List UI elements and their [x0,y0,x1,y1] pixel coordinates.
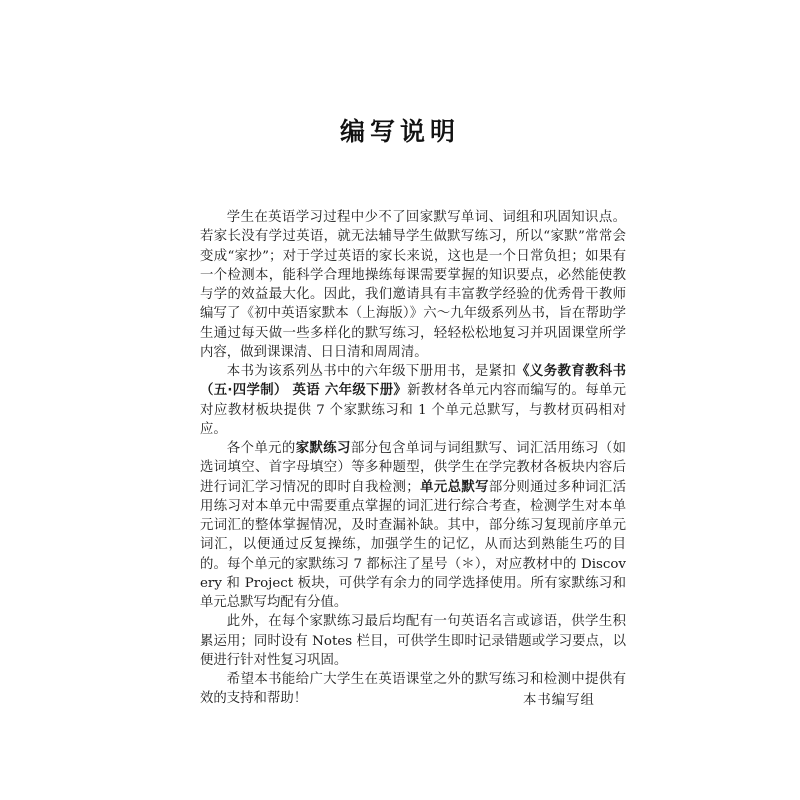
text-run: 希望本书能给广大学生在英语课堂之外的默写练习和检测中提供有效的支持和帮助！ [200,672,626,707]
bold-run: 家默练习 [295,441,351,456]
paragraph-4 [200,612,626,670]
text-run: 本书为该系列丛书中的六年级下册用书，是紧扣 [226,364,517,379]
bold-run: 《义务教育教科书（五·四学制） 英语 六年级下册》 [200,364,626,399]
text-run: 各个单元的 [226,441,296,456]
text-run: 学生在英语学习过程中少不了回家默写单词、词组和巩固知识点。若家长没有学过英语，就无法辅导学生做默写练习，所以“家默”常常会变成“家抄”；对于学过英语的家长来说，这也是一个日常负担；如果有一个检测本，能科学合理地操练每课需要掌握的知识要点，必然能使教与学的效益最大化。因此，我们邀请具有丰富教学经验的优秀骨干教师编写了《初中英语家默本（上海版）》六～九年级系列丛书，旨在帮助学生通过每天做一些多样化的默写练习，轻轻松松地复习并巩固课堂所学内容，做到课课清、日日清和周周清。 [200,210,626,360]
text-run: 新教材各单元内容而编写的。每单元对应教材板块提供 7 个家默练习和 1 个单元总默写，与教材页码相对应。 [200,383,626,437]
text-run: 此外，在每个家默练习最后均配有一句英语名言或谚语，供学生积累运用；同时设有 Notes 栏目，可供学生即时记录错题或学习要点，以便进行针对性复习巩固。 [200,614,626,668]
signature: 本书编写组 [523,693,595,708]
paragraph-2 [200,362,626,439]
text-run: 部分则通过多种词汇活用练习对本单元中需要重点掌握的词汇进行综合考查，检测学生对本单元词汇的整体掌握情况，及时查漏补缺。其中，部分练习复现前序单元词汇，以便通过反复操练，加强学生的记忆，从而达到熟能生巧的目的。每个单元的家默练习 7 都标注了星号（＊），对应教材中的 Discovery 和 Project 板块，可供学有余力的同学选择使用。所有家默练习和单元总默写均配有分值。 [200,479,627,610]
paragraph-1 [200,208,626,362]
text-run: 部分包含单词与词组默写、词汇活用练习（如选词填空、首字母填空）等多种题型，供学生在学完教材各板块内容后进行词汇学习情况的即时自我检测； [200,441,627,495]
paragraph-3 [200,439,626,612]
bold-run: 单元总默写 [419,479,489,495]
body-text [200,208,626,709]
page-title: 编写说明 [339,117,460,146]
